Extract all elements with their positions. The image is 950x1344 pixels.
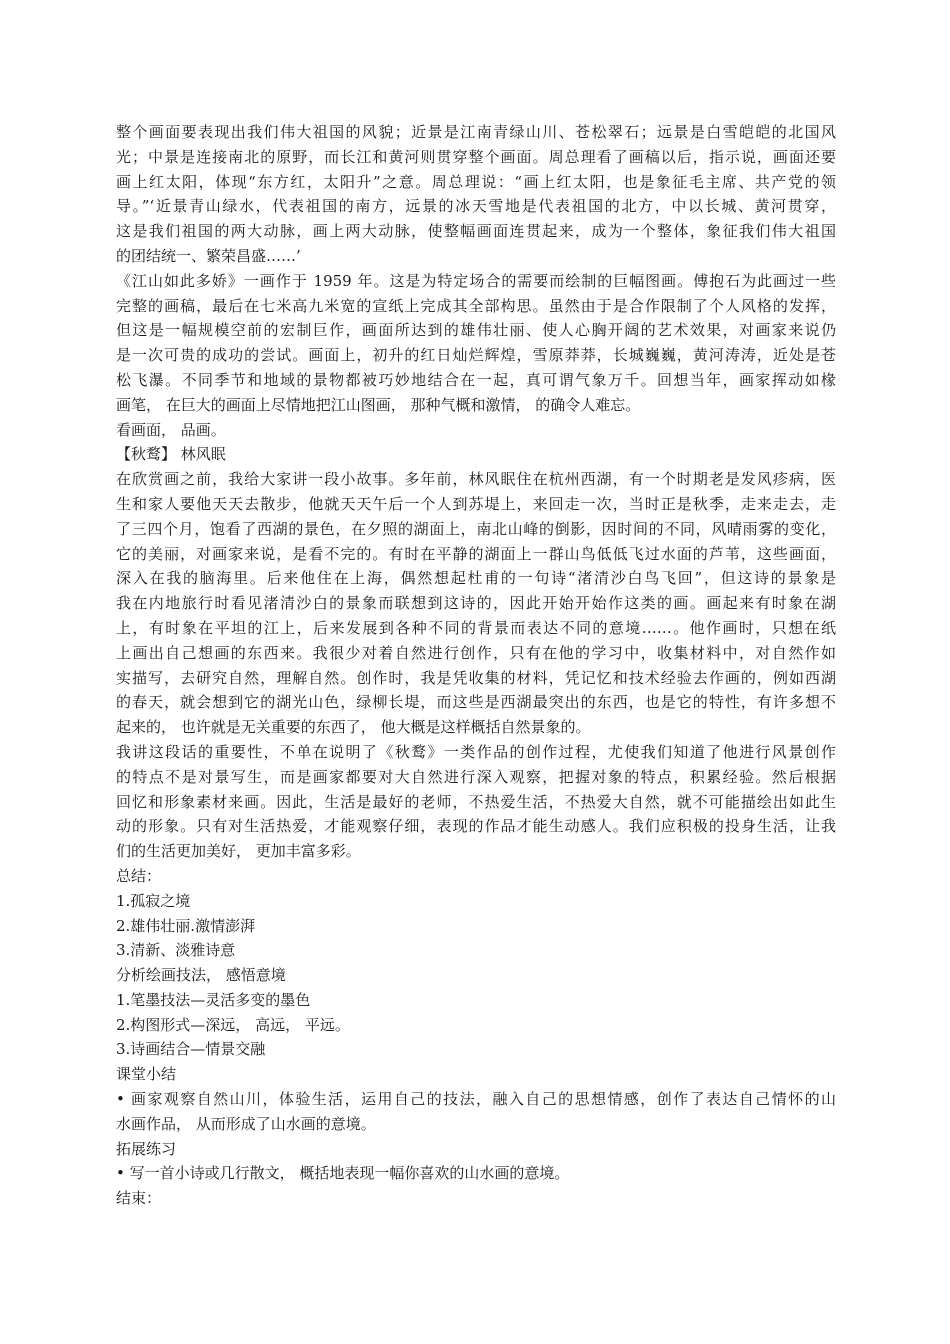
text-line: 1.笔墨技法—灵活多变的墨色 (116, 990, 311, 1009)
text-line: 结束： (116, 1189, 162, 1208)
text-line: 整个画面要表现出我们伟大祖国的风貌；近景是江南青绿山川、苍松翠石；远景是白雪皑皑的北国风 (116, 123, 836, 141)
text-line: 上画出自己想画的东西来。我很少对着自然进行创作，只有在他的学习中，收集材料中，对自然作如 (116, 643, 836, 662)
text-line: 完整的画稿，最后在七米高九米宽的宣纸上完成其全部构思。虽然由于是合作限制了个人风格的发挥， (116, 296, 836, 315)
heading-summary (116, 864, 836, 889)
bullet-extension (116, 1161, 836, 1186)
paragraph-story (116, 467, 836, 740)
list-item-1 (116, 889, 836, 914)
text-line: 们的生活更加美好， 更加丰富多彩。 (116, 842, 361, 861)
heading-class-summary (116, 1062, 836, 1087)
text-line: 【秋鹜】 林风眠 (116, 445, 226, 464)
text-line: 的特点不是对景写生，而是画家都要对大自然进行深入观察，把握对象的特点，积累经验。然后根据 (116, 767, 836, 786)
text-line: 光；中景是连接南北的原野，而长江和黄河则贯穿整个画面。周总理看了画稿以后，指示说，画面还要 (116, 147, 836, 166)
paragraph-guohua-intro (116, 120, 836, 269)
text-line: 1.孤寂之境 (116, 891, 191, 910)
list-item-3 (116, 938, 836, 963)
text-line: 我讲这段话的重要性，不单在说明了《秋鹜》一类作品的创作过程，尤使我们知道了他进行风景创作 (116, 742, 836, 761)
text-line: 回忆和形象素材来画。因此，生活是最好的老师，不热爱生活，不热爱大自然，就不可能描绘出如此生 (116, 792, 836, 811)
text-line: 它的美丽，对画家来说，是看不完的。有时在平静的湖面上一群山鸟低低飞过水面的芦苇，这些画面， (116, 544, 836, 563)
text-line: 深入在我的脑海里。后来他住在上海，偶然想起杜甫的一句诗“渚清沙白鸟飞回”，但这诗的景象是 (116, 569, 836, 588)
technique-item-1 (116, 988, 836, 1013)
text-line: • 写一首小诗或几行散文， 概括地表现一幅你喜欢的山水画的意境。 (116, 1164, 570, 1183)
text-line: 画笔， 在巨大的画面上尽情地把江山图画， 那种气概和激情， 的确令人难忘。 (116, 395, 641, 414)
text-line: 拓展练习 (116, 1139, 177, 1158)
text-line: 这是我们祖国的两大动脉，画上两大动脉，使整幅画面连贯起来，成为一个整体，象征我们伟大祖国 (116, 222, 836, 241)
text-line: 的团结统一、繁荣昌盛……’ (116, 246, 301, 265)
text-line: 3.清新、淡雅诗意 (116, 941, 236, 960)
technique-item-2 (116, 1013, 836, 1038)
technique-item-3 (116, 1037, 836, 1062)
paragraph-importance (116, 740, 836, 864)
text-line: 分析绘画技法， 感悟意境 (116, 966, 286, 985)
text-line: 课堂小结 (116, 1065, 177, 1084)
heading-qiuwu (116, 442, 836, 467)
heading-end (116, 1186, 836, 1211)
text-line: 了三四个月，饱看了西湖的景色，在夕照的湖面上，南北山峰的倒影，因时间的不同，风晴雨雾的变化， (116, 519, 836, 538)
text-line: 动的形象。只有对生活热爱，才能观察仔细，表现的作品才能生动感人。我们应积极的投身生活，让我 (116, 817, 836, 836)
text-line: 水画作品， 从而形成了山水画的意境。 (116, 1114, 376, 1133)
text-line: 导。”‘近景青山绿水，代表祖国的南方，远景的冰天雪地是代表祖国的北方，中以长城、黄河贯穿， (116, 197, 836, 216)
text-line: 是一次可贵的成功的尝试。画面上，初升的红日灿烂辉煌，雪原莽莽，长城巍巍，黄河涛涛，近处是苍 (116, 346, 836, 365)
list-item-2 (116, 914, 836, 939)
text-line: 松飞瀑。不同季节和地域的景物都被巧妙地结合在一起，真可谓气象万千。回想当年，画家挥动如椽 (116, 370, 836, 389)
text-line: 《江山如此多娇》一画作于 1959 年。这是为特定场合的需要而绘制的巨幅图画。傅抱石为此画过一些 (116, 271, 836, 290)
text-line: 3.诗画结合—情景交融 (116, 1040, 266, 1059)
text-line: 实描写，去研究自然，理解自然。创作时，我是凭收集的材料，凭记忆和技术经验去作画的，例如西湖 (116, 668, 836, 687)
text-line: 上，有时象在平坦的江上，后来发展到各种不同的背景而表达不同的意境……。他作画时，只想在纸 (116, 618, 836, 637)
text-line: 看画面， 品画。 (116, 420, 226, 439)
paragraph-jiangshan (116, 269, 836, 418)
text-line: 但这是一幅规模空前的宏制巨作，画面所达到的雄伟壮丽、使人心胸开阔的艺术效果，对画家来说仍 (116, 321, 836, 340)
bullet-class-summary (116, 1087, 836, 1137)
text-line: 总结： (116, 866, 162, 885)
text-line: • 画家观察自然山川，体验生活，运用自己的技法，融入自己的思想情感，创作了表达自己情怀的山 (116, 1090, 836, 1109)
text-line: 在欣赏画之前，我给大家讲一段小故事。多年前，林风眠住在杭州西湖，有一个时期老是发风疹病，医 (116, 470, 836, 489)
text-line: 我在内地旅行时看见渚清沙白的景象而联想到这诗的，因此开始开始作这类的画。画起来有时象在湖 (116, 594, 836, 613)
heading-kan-huamian (116, 418, 836, 443)
text-line: 的春天，就会想到它的湖光山色，绿柳长堤，而这些是西湖最突出的东西，也是它的特性，有许多想不 (116, 693, 836, 712)
text-line: 起来的， 也许就是无关重要的东西了， 他大概是这样概括自然景象的。 (116, 718, 591, 737)
heading-extension (116, 1137, 836, 1162)
text-line: 画上红太阳，体现“东方红，太阳升”之意。周总理说：“画上红太阳，也是象征毛主席、共产党的领 (116, 172, 836, 191)
text-line: 生和家人要他天天去散步，他就天天午后一个人到苏堤上，来回走一次，当时正是秋季，走来走去，走 (116, 494, 836, 513)
heading-analysis (116, 963, 836, 988)
document-page (116, 120, 836, 1211)
text-line: 2.构图形式—深远， 高远， 平远。 (116, 1015, 350, 1034)
text-line: 2.雄伟壮丽.激情澎湃 (116, 916, 256, 935)
